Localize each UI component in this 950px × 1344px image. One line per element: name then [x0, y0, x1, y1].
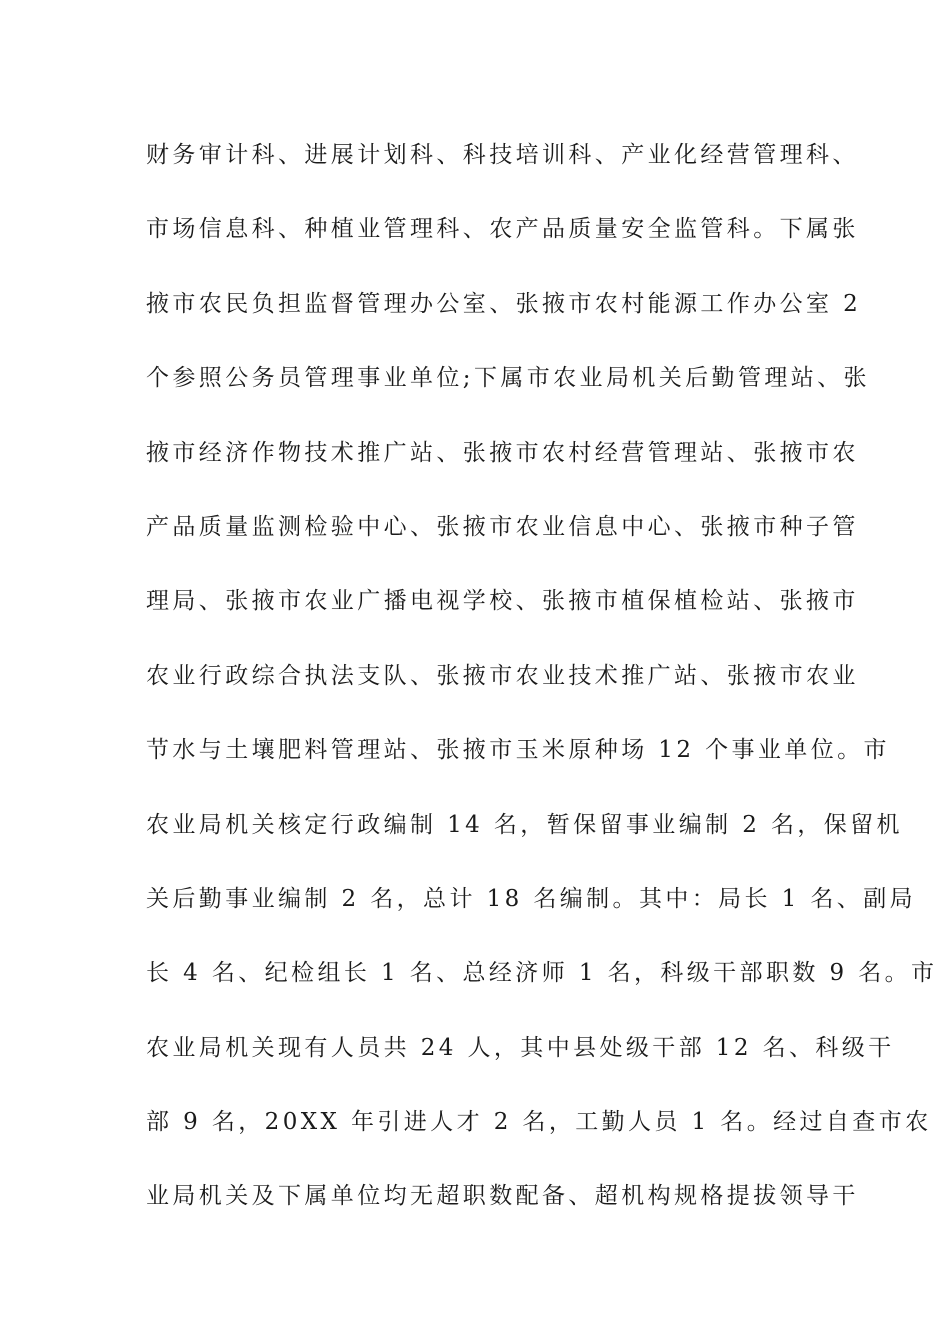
text-line-10: 农业局机关核定行政编制 14 名，暂保留事业编制 2 名，保留机 [146, 811, 903, 838]
text-line-5: 掖市经济作物技术推广站、张掖市农村经营管理站、张掖市农 [146, 439, 859, 466]
text-line-6: 产品质量监测检验中心、张掖市农业信息中心、张掖市种子管 [146, 513, 859, 540]
body-paragraph [146, 133, 938, 1249]
text-line-8: 农业行政综合执法支队、张掖市农业技术推广站、张掖市农业 [146, 662, 859, 689]
text-line-4: 个参照公务员管理事业单位;下属市农业局机关后勤管理站、张 [146, 365, 870, 392]
text-line-2: 市场信息科、种植业管理科、农产品质量安全监管科。下属张 [146, 216, 859, 243]
text-line-3: 掖市农民负担监督管理办公室、张掖市农村能源工作办公室 2 [146, 290, 862, 317]
text-line-15: 业局机关及下属单位均无超职数配备、超机构规格提拔领导干 [146, 1183, 859, 1210]
text-line-12: 长 4 名、纪检组长 1 名、总经济师 1 名，科级干部职数 9 名。市 [146, 960, 938, 987]
text-line-11: 关后勤事业编制 2 名，总计 18 名编制。其中：局长 1 名、副局 [146, 885, 916, 912]
text-line-1: 财务审计科、进展计划科、科技培训科、产业化经营管理科、 [146, 142, 859, 168]
text-line-9: 节水与土壤肥料管理站、张掖市玉米原种场 12 个事业单位。市 [146, 737, 890, 764]
text-line-14: 部 9 名，20XX 年引进人才 2 名，工勤人员 1 名。经过自查市农 [146, 1109, 932, 1136]
text-line-13: 农业局机关现有人员共 24 人，其中县处级干部 12 名、科级干 [146, 1034, 895, 1061]
text-line-7: 理局、张掖市农业广播电视学校、张掖市植保植检站、张掖市 [146, 588, 859, 615]
